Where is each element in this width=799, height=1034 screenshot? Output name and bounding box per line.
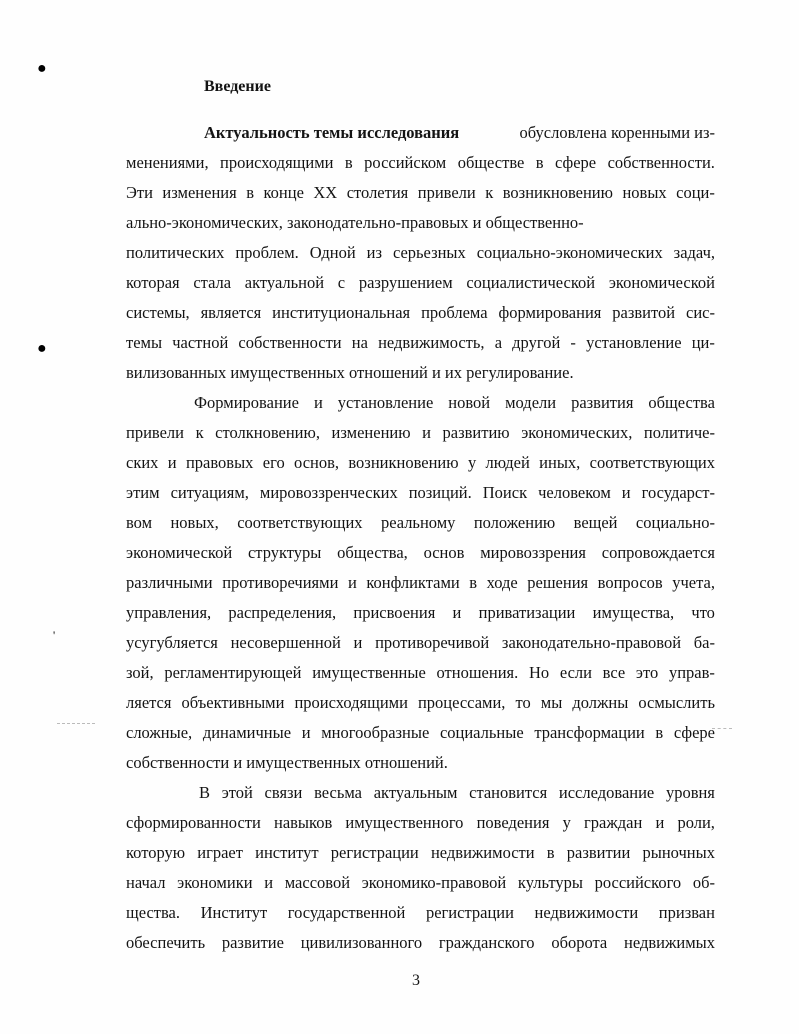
margin-dash-left — [57, 723, 95, 724]
paragraph-1-line-2: менениями, происходящими в российском обществе в сфере собственности. — [126, 153, 715, 172]
paragraph-3-line-3: которую играет институт регистрации недвижимости в развитии рыночных — [126, 843, 715, 862]
page-number: 3 — [412, 972, 420, 989]
paragraph-1-line-4: ально-экономических, законодательно-правовых и общественно- — [126, 213, 584, 232]
margin-dash-right — [712, 728, 732, 729]
paragraph-2-line-7: различными противоречиями и конфликтами в ходе решения вопросов учета, — [126, 573, 715, 592]
paragraph-1-lead: Актуальность темы исследования — [204, 123, 460, 142]
paragraph-1-line-9: вилизованных имущественных отношений и их регулирование. — [126, 363, 574, 382]
paragraph-3-line-1: В этой связи весьма актуальным становится исследование уровня — [199, 783, 715, 802]
binder-hole-mark-middle: ● — [37, 340, 47, 357]
section-heading: Введение — [204, 78, 271, 95]
paragraph-2-line-6: экономической структуры общества, основ мировоззрения сопровождается — [126, 543, 715, 562]
paragraph-3-line-6: обеспечить развитие цивилизованного гражданского оборота недвижимых — [126, 933, 715, 952]
paragraph-2-line-2: привели к столкновению, изменению и развитию экономических, политиче- — [126, 423, 715, 442]
paragraph-3-line-5: щества. Институт государственной регистрации недвижимости призван — [126, 903, 715, 922]
paragraph-2-line-5: вом новых, соответствующих реальному положению вещей социально- — [126, 513, 715, 532]
paragraph-2-line-4: этим ситуациям, мировоззренческих позиций. Поиск человеком и государст- — [126, 483, 715, 502]
paragraph-2-line-3: ских и правовых его основ, возникновению у людей иных, соответствующих — [126, 453, 715, 472]
paragraph-2-line-12: сложные, динамичные и многообразные социальные трансформации в сфере — [126, 723, 715, 742]
paragraph-3-line-2: сформированности навыков имущественного поведения у граждан и роли, — [126, 813, 715, 832]
paragraph-2-line-10: зой, регламентирующей имущественные отношения. Но если все это управ- — [126, 663, 715, 682]
paragraph-1-line-7: системы, является институциональная проблема формирования развитой сис- — [126, 303, 715, 322]
binder-hole-mark-top: ● — [37, 60, 47, 77]
paragraph-1-line-1 — [204, 122, 715, 144]
paragraph-1-line-6: которая стала актуальной с разрушением социалистической экономической — [126, 273, 715, 292]
paragraph-2-line-11: ляется объективными происходящими процессами, то мы должны осмыслить — [126, 693, 715, 712]
paragraph-1-line-5: политических проблем. Одной из серьезных социально-экономических задач, — [126, 243, 715, 262]
paragraph-2-line-8: управления, распределения, присвоения и приватизации имущества, что — [126, 603, 715, 622]
paragraph-3-line-4: начал экономики и массовой экономико-правовой культуры российского об- — [126, 873, 715, 892]
paragraph-1-line-1-text: обусловлена коренными из- — [519, 123, 715, 142]
paragraph-1-line-8: темы частной собственности на недвижимость, а другой - установление ци- — [126, 333, 715, 352]
paragraph-1-line-3: Эти изменения в конце XX столетия привели к возникновению новых соци- — [126, 183, 715, 202]
paragraph-2-line-9: усугубляется несовершенной и противоречивой законодательно-правовой ба- — [126, 633, 715, 652]
paragraph-2-line-1: Формирование и установление новой модели развития общества — [194, 393, 715, 412]
margin-tick-mark: ' — [53, 628, 56, 642]
paragraph-2-line-13: собственности и имущественных отношений. — [126, 753, 448, 772]
